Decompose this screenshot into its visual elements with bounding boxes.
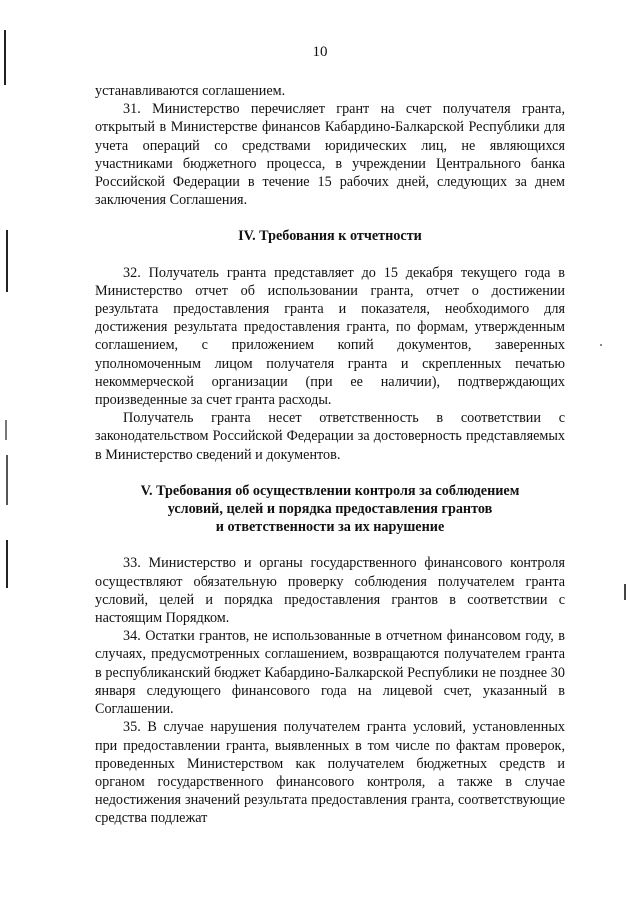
section-heading-v [95,482,565,537]
section-heading-v-line3: и ответственности за их нарушение [215,519,445,536]
section-heading-v-line1: V. Требования об осуществлении контроля за соблюдением [140,482,520,499]
page-number: 10 [312,44,328,60]
document-body [95,82,565,828]
scan-edge-mark [6,230,8,292]
paragraph-32-responsibility: Получатель гранта несет ответственность в соответствии с законодательством Российской Федерации за достоверность представляемых в Министерство сведений и документов. [95,410,565,463]
paragraph-continuation: устанавливаются соглашением. [95,83,286,99]
paragraph-35: 35. В случае нарушения получателем гранта условий, установленных при предоставлении гранта, выявленных в том числе по фактам проверок, проведенных Министерством как получателем бюджетных средств и органом государственного финансового контроля, а также в случае недостижения значений результата предоставления гранта, соответствующие средства подлежат [95,719,565,827]
scan-edge-mark [6,455,8,505]
scan-edge-mark [6,540,8,588]
paragraph-31: 31. Министерство перечисляет грант на счет получателя гранта, открытый в Министерстве финансов Кабардино-Балкарской Республики для учета операций со средствами юридических лиц, не являющихся участниками бюджетного процесса, в учреждении Центрального банка Российской Федерации в течение 15 рабочих дней, следующих за днем заключения Соглашения. [95,101,565,209]
scan-speck [600,344,602,346]
paragraph-33: 33. Министерство и органы государственного финансового контроля осуществляют обязательную проверку соблюдения получателем гранта условий, целей и порядка предоставления грантов в соответствии с настоящим Порядком. [95,555,565,627]
scan-edge-mark [624,584,626,600]
paragraph-34: 34. Остатки грантов, не использованные в отчетном финансовом году, в случаях, предусмотренных соглашением, возвращаются получателем гранта в республиканский бюджет Кабардино-Балкарской Республики не позднее 30 января следующего финансового года на лицевой счет, указанный в Соглашении. [95,628,565,718]
section-heading-iv: IV. Требования к отчетности [238,228,422,245]
scan-edge-mark [4,30,6,85]
paragraph-32: 32. Получатель гранта представляет до 15 декабря текущего года в Министерство отчет об использовании гранта, отчет о достижении результата предоставления гранта и показателя, необходимого для достижения результата предоставления гранта, по формам, утвержденным соглашением, с приложением копий документов, заверенных уполномоченным лицом получателя гранта и скрепленных печатью некоммерческой организации (при ее наличии), подтверждающих произведенные за счет гранта расходы. [95,264,565,409]
section-heading-v-line2: условий, целей и порядка предоставления грантов [167,501,493,518]
scan-edge-mark [5,420,7,440]
